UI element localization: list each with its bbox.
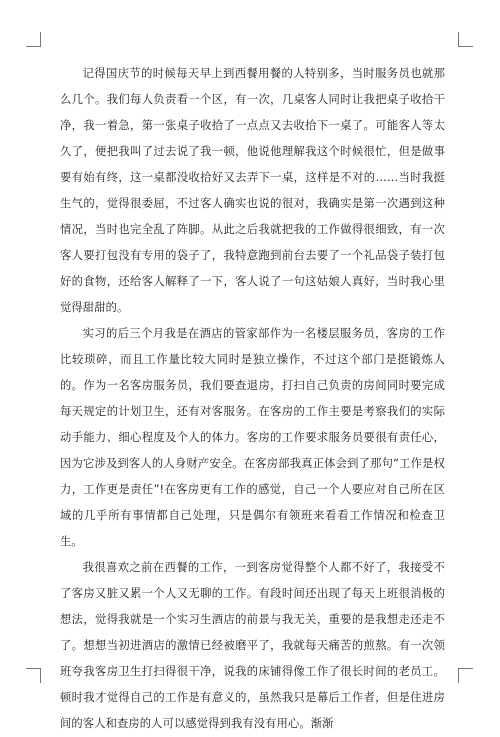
document-body [60, 61, 445, 737]
crop-mark-top-right [458, 32, 473, 47]
crop-mark-bottom-left [26, 668, 41, 683]
paragraph: 实习的后三个月我是在酒店的管家部作为一名楼层服务员，客房的工作比较琐碎，而且工作量比较大同时是独立操作，不过这个部门是挺锻炼人的。作为一名客房服务员，我们要查退房，打扫自己负责的房间同时要完成每天规定的计划卫生，还有对客服务。在客房的工作主要是考察我们的实际动手能力、细心程度及个人的体力。客房的工作要求服务员要很有责任心，因为它涉及到客人的人身财产安全。在客房部我真正体会到了那句“工作是权力，工作更是责任”!在客房更有工作的感觉，自己一个人要应对自己所在区域的几乎所有事情都自己处理，只是偶尔有领班来看看工作情况和检查卫生。 [60, 327, 445, 548]
paragraph: 记得国庆节的时候每天早上到西餐用餐的人特别多，当时服务员也就那么几个。我们每人负责看一个区，有一次，几桌客人同时让我把桌子收拾干净，我一着急，第一张桌子收拾了一点点又去收拾下一桌了。可能客人等太久了，便把我叫了过去说了我一顿，他说他理解我这个时候很忙，但是做事要有始有终，这一桌都没收拾好又去弄下一桌，这样是不对的……当时我挺生气的，觉得很委屈，不过客人确实也说的很对，我确实是第一次遇到这种情况，当时也完全乱了阵脚。从此之后我就把我的工作做得很细致，有一次客人要打包没有专用的袋子了，我特意跑到前台去要了一个礼品袋子装打包好的食物，还给客人解释了一下，客人说了一句这姑娘人真好，当时我心里觉得甜甜的。 [60, 67, 445, 314]
crop-mark-top-left [26, 32, 41, 47]
paragraph: 我很喜欢之前在西餐的工作，一到客房觉得整个人都不好了，我接受不了客房又脏又累一个人又无聊的工作。有段时间还出现了每天上班很消极的想法，觉得我就是一个实习生酒店的前景与我无关，重要的是我想走还走不了。想想当初进酒店的激情已经被磨平了，我就每天痛苦的煎熬。有一次领班夸我客房卫生打扫得很干净，说我的床铺得像工作了很长时间的老员工。顿时我才觉得自己的工作是有意义的，虽然我只是幕后工作者，但是住进房间的客人和查房的人可以感觉得到我有没有用心。渐渐 [60, 561, 445, 730]
crop-mark-bottom-right [458, 668, 473, 683]
